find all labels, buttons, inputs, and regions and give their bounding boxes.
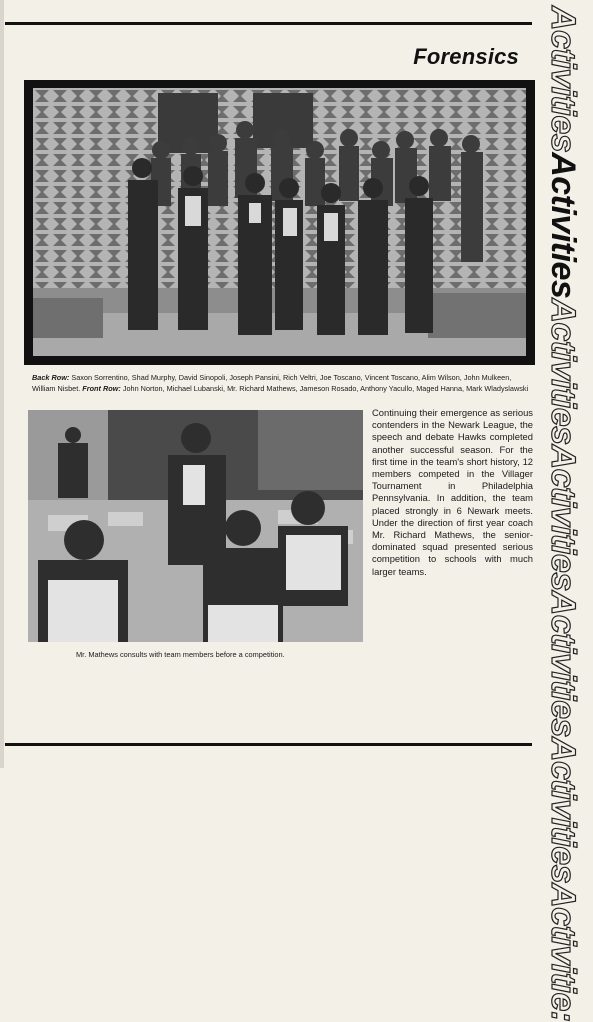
front-row-names: John Norton, Michael Lubanski, Mr. Richard Mathews, Jameson Rosado, Anthony Yacullo, Maged Hanna, Mark Wladyslawski [122,383,529,393]
consultation-photo-illustration [28,410,363,642]
side-banner-word: Activities [544,444,582,591]
article-body: Continuing their emergence as serious contenders in the Newark League, the speech and debate Hawks completed another successful season. For the first time in the team's short history, 12 members competed in the Villager Tournament in Philadelphia Pennsylvania. In addition, the team placed strongly in 6 Newark meets. Under the direction of first year coach Mr. Richard Mathews, the senior-dominated squad presented serious competition to schools with much larger teams. [372,407,533,577]
group-photo-caption [32,373,532,394]
consultation-photo-caption: Mr. Mathews consults with team members before a competition. [76,650,285,659]
bottom-rule [5,743,532,746]
back-row-names: Saxon Sorrentino, Shad Murphy, David Sinopoli, Joseph Pansini, Rich Veltri, Joe Toscano, Vincent Toscano, Alim Wilson, John Mulkeen, William Nisbet. [32,373,512,393]
group-photo-illustration [33,88,526,356]
page-edge [0,0,4,768]
side-banner [541,6,585,1022]
back-row-label: Back Row: [32,373,70,382]
front-row-label: Front Row: [82,383,121,393]
consultation-photo [28,410,363,642]
side-banner-word: Activitie: [544,883,582,1022]
side-banner-word: Activities [544,6,582,153]
group-photo [33,88,526,356]
page-title: Forensics [413,44,519,69]
top-rule [5,22,532,25]
side-banner-word: Activities [544,736,582,884]
side-banner-word: Activities [544,152,582,299]
side-banner-word: Activities [544,590,582,737]
side-banner-word: Activities [544,298,582,445]
